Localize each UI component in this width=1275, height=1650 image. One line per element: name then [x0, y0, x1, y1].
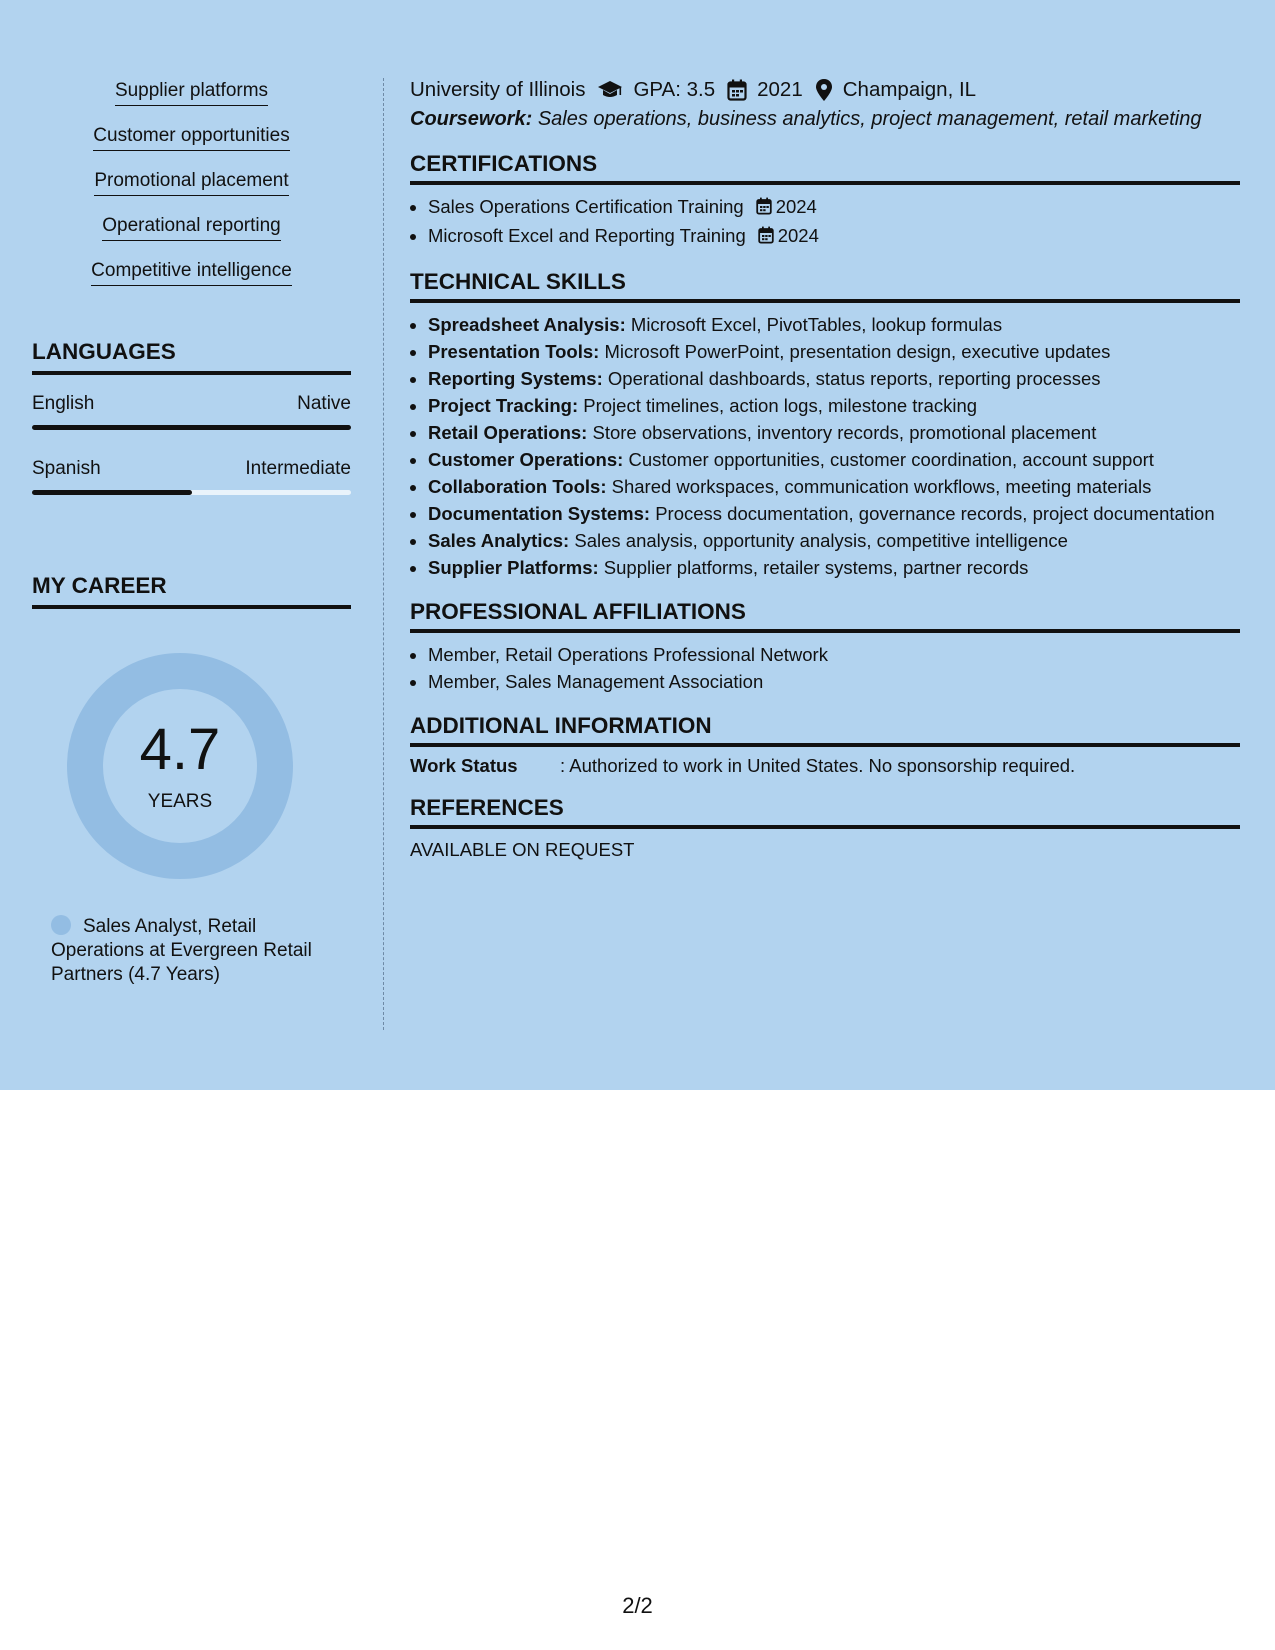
career-legend-text: Sales Analyst, Retail Operations at Evergreen Retail Partners (4.7 Years)	[51, 916, 312, 985]
coursework-text: Sales operations, business analytics, project management, retail marketing	[537, 108, 1202, 130]
skill-label: Retail Operations:	[428, 422, 588, 443]
language-level: Native	[297, 393, 351, 414]
list-item: • Member, Sales Management Association	[428, 668, 1240, 695]
references-text: AVAILABLE ON REQUEST	[410, 839, 635, 860]
skill-value: Project timelines, action logs, milestone tracking	[583, 395, 978, 416]
list-item	[428, 193, 1240, 222]
additional-section	[410, 713, 1240, 777]
certification-name: Sales Operations Certification Training	[428, 196, 744, 217]
school-name: University of Illinois	[410, 78, 586, 101]
career-heading: MY CAREER	[32, 573, 351, 609]
graduation-year: 2021	[757, 78, 803, 101]
skill-tag: Promotional placement	[94, 170, 288, 196]
skill-label: Project Tracking:	[428, 395, 579, 416]
main-column	[410, 78, 1240, 861]
graduation-cap-icon	[597, 80, 623, 100]
skill-label: Spreadsheet Analysis:	[428, 314, 626, 335]
skill-tag: Customer opportunities	[93, 125, 289, 151]
calendar-icon	[758, 224, 774, 251]
language-item	[32, 458, 351, 495]
skill-label: Reporting Systems:	[428, 368, 603, 389]
certifications-heading: CERTIFICATIONS	[410, 151, 1240, 185]
skill-label: Supplier Platforms:	[428, 557, 599, 578]
career-legend	[51, 915, 321, 987]
languages-heading: LANGUAGES	[32, 339, 351, 375]
proficiency-bar	[32, 490, 351, 495]
references-heading: REFERENCES	[410, 795, 1240, 829]
gpa: GPA: 3.5	[633, 78, 716, 101]
skill-value: Store observations, inventory records, promotional placement	[592, 422, 1097, 443]
list-item	[428, 554, 1240, 581]
career-donut	[67, 653, 293, 879]
education-entry	[410, 78, 1240, 131]
page-number: 2/2	[622, 1593, 653, 1618]
list-item	[428, 446, 1240, 473]
skill-value: Process documentation, governance records, project documentation	[655, 503, 1215, 524]
language-name: English	[32, 393, 95, 414]
skill-label: Presentation Tools:	[428, 341, 600, 362]
language-level: Intermediate	[245, 458, 351, 479]
work-status-value: : Authorized to work in United States. No sponsorship required.	[560, 755, 1076, 776]
skill-label: Customer Operations:	[428, 449, 624, 470]
references-section	[410, 795, 1240, 861]
proficiency-fill	[32, 490, 192, 495]
skill-value: Microsoft Excel, PivotTables, lookup formulas	[630, 314, 1003, 335]
additional-heading: ADDITIONAL INFORMATION	[410, 713, 1240, 747]
proficiency-bar	[32, 425, 351, 430]
legend-dot-icon	[51, 915, 71, 935]
skill-value: Operational dashboards, status reports, reporting processes	[607, 368, 1101, 389]
language-item	[32, 393, 351, 430]
list-item	[428, 311, 1240, 338]
skill-label: Sales Analytics:	[428, 530, 570, 551]
affiliations-heading: PROFESSIONAL AFFILIATIONS	[410, 599, 1240, 633]
affiliations-section	[410, 599, 1240, 695]
certifications-section	[410, 151, 1240, 251]
list-item	[428, 222, 1240, 251]
languages-section	[32, 339, 351, 495]
work-status-label: Work Status	[410, 755, 518, 776]
calendar-icon	[756, 195, 772, 222]
proficiency-fill	[32, 425, 351, 430]
skill-value: Shared workspaces, communication workflows, meeting materials	[611, 476, 1152, 497]
list-item	[428, 392, 1240, 419]
coursework-label: Coursework:	[410, 108, 533, 130]
skill-value: Supplier platforms, retailer systems, partner records	[603, 557, 1029, 578]
certification-name: Microsoft Excel and Reporting Training	[428, 225, 746, 246]
work-status-row	[410, 755, 1240, 777]
skill-value: Customer opportunities, customer coordination, account support	[628, 449, 1154, 470]
column-divider	[383, 78, 384, 1030]
coursework	[410, 108, 1240, 131]
skill-label: Collaboration Tools:	[428, 476, 607, 497]
list-item	[428, 365, 1240, 392]
career-section	[32, 573, 351, 987]
skills-section	[410, 269, 1240, 581]
school-location: Champaign, IL	[842, 78, 977, 101]
skill-tag: Supplier platforms	[115, 80, 268, 106]
skill-value: Microsoft PowerPoint, presentation design, executive updates	[604, 341, 1111, 362]
list-item: • Member, Retail Operations Professional Network	[428, 641, 1240, 668]
map-pin-icon	[815, 79, 833, 101]
career-years-value: 4.7	[139, 717, 221, 782]
list-item	[428, 473, 1240, 500]
list-item	[428, 338, 1240, 365]
skills-heading: TECHNICAL SKILLS	[410, 269, 1240, 303]
skill-value: Sales analysis, opportunity analysis, competitive intelligence	[574, 530, 1068, 551]
sidebar	[32, 80, 351, 987]
certification-year: 2024	[777, 225, 819, 246]
certification-year: 2024	[775, 196, 817, 217]
list-item	[428, 527, 1240, 554]
skill-tags	[32, 80, 351, 305]
list-item	[428, 419, 1240, 446]
skill-tag: Operational reporting	[102, 215, 281, 241]
skill-tag: Competitive intelligence	[91, 260, 292, 286]
skill-label: Documentation Systems:	[428, 503, 651, 524]
language-name: Spanish	[32, 458, 101, 479]
career-years-unit: YEARS	[147, 791, 213, 812]
list-item	[428, 500, 1240, 527]
calendar-icon	[727, 79, 747, 101]
